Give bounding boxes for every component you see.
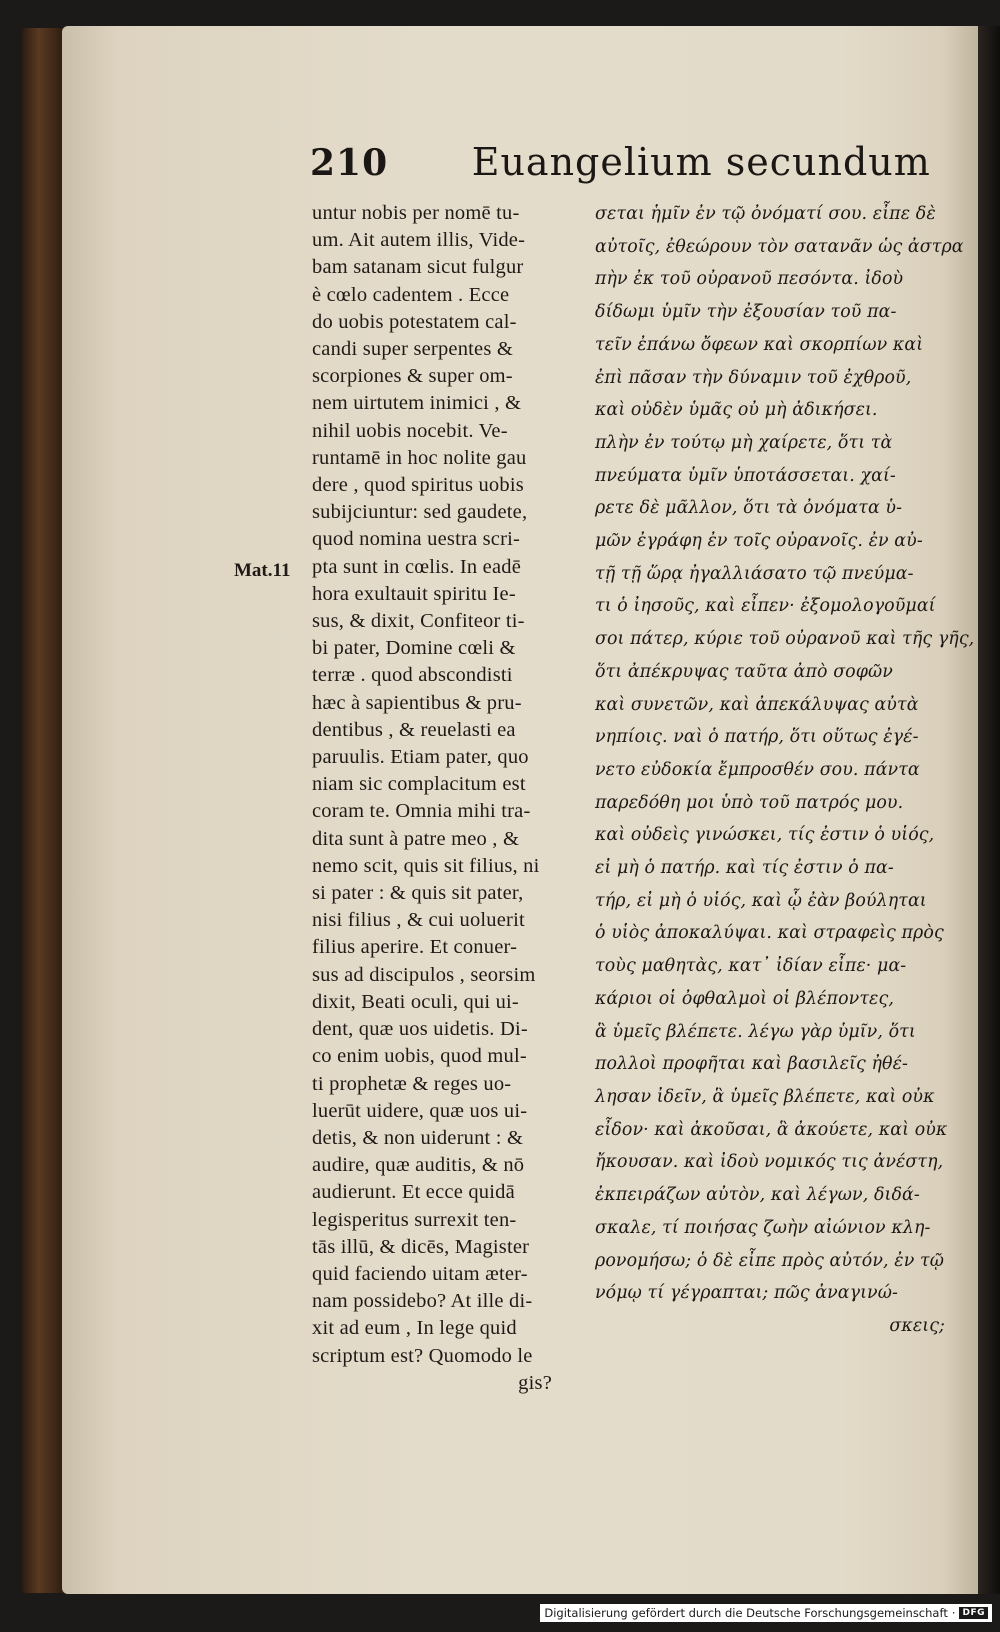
greek-text-line: εἶδον· καὶ ἀκοῦσαι, ἃ ἀκούετε, καὶ οὐκ [595, 1119, 948, 1140]
greek-text-line: καὶ οὐδεὶς γινώσκει, τίς ἐστιν ὁ υἱός, [595, 825, 935, 846]
latin-text-line: filius aperire. Et conuer- [312, 936, 518, 959]
latin-text-line: luerūt uidere, quæ uos ui- [312, 1099, 528, 1122]
greek-text-line: παρεδόθη μοι ὑπὸ τοῦ πατρός μου. [595, 792, 904, 813]
greek-text-line: νόμῳ τί γέγραπται; πῶς ἀναγινώ- [595, 1283, 898, 1304]
page-header [310, 140, 931, 184]
greek-text-line: ἤκουσαν. καὶ ἰδοὺ νομικός τις ἀνέστη, [595, 1152, 944, 1173]
greek-text-line: τι ὁ ἰησοῦς, καὶ εἶπεν· ἐξομολογοῦμαί [595, 596, 936, 617]
greek-text-line: σοι πάτερ, κύριε τοῦ οὐρανοῦ καὶ τῆς γῆς, [595, 629, 975, 650]
latin-text-line: sus, & dixit, Confiteor ti- [312, 610, 525, 633]
latin-text-line: bi pater, Domine cœli & [312, 637, 516, 660]
greek-text-line: καὶ οὐδὲν ὑμᾶς οὐ μὴ ἀδικήσει. [595, 400, 878, 421]
greek-text-line: μῶν ἐγράφη ἐν τοῖς οὐρανοῖς. ἐν αὐ- [595, 531, 923, 552]
latin-text-line: um. Ait autem illis, Vide- [312, 229, 526, 252]
greek-text-line: τοὺς μαθητὰς, κατ᾽ ἰδίαν εἶπε· μα- [595, 956, 907, 977]
greek-text-line: καὶ συνετῶν, καὶ ἀπεκάλυψας αὐτὰ [595, 694, 919, 715]
latin-text-line: si pater : & quis sit pater, [312, 882, 524, 905]
latin-text-line: subijciuntur: sed gaudete, [312, 501, 528, 524]
greek-text-line: ρετε δὲ μᾶλλον, ὅτι τὰ ὀνόματα ὑ- [595, 498, 903, 519]
latin-text-line: detis, & non uiderunt : & [312, 1126, 524, 1149]
latin-text-line: audierunt. Et ecce quidā [312, 1181, 515, 1204]
latin-text-line: dere , quod spiritus uobis [312, 474, 524, 497]
latin-text-line: dita sunt à patre meo , & [312, 827, 520, 850]
latin-text-line: pta sunt in cœlis. In eadē [312, 555, 522, 578]
greek-text-line: νηπίοις. ναὶ ὁ πατήρ, ὅτι οὕτως ἐγέ- [595, 727, 919, 748]
latin-text-line: terræ . quod abscondisti [312, 664, 513, 687]
greek-column [595, 198, 985, 1343]
latin-text-line: tās illū, & dicēs, Magister [312, 1235, 530, 1258]
dfg-logo: DFG [959, 1607, 988, 1619]
greek-text-line: ὅτι ἀπέκρυψας ταῦτα ἀπὸ σοφῶν [595, 661, 893, 682]
greek-text-line: ὁ υἱὸς ἀποκαλύψαι. καὶ στραφεὶς πρὸς [595, 923, 944, 944]
latin-text-line: nisi filius , & cui uoluerit [312, 909, 525, 932]
greek-text-line: κάριοι οἱ ὀφθαλμοὶ οἱ βλέποντες, [595, 988, 894, 1009]
page-number: 210 [310, 142, 389, 184]
latin-text-line: nem uirtutem inimici , & [312, 392, 522, 415]
latin-text-line: è cœlo cadentem . Ecce [312, 283, 510, 306]
greek-text-line: πνεύματα ὑμῖν ὑποτάσσεται. χαί- [595, 465, 896, 486]
greek-text-line: αὐτοῖς, ἐθεώρουν τὸν σατανᾶν ὡς ἀστρα [595, 236, 964, 257]
latin-text-line: dent, quæ uos uidetis. Di- [312, 1018, 528, 1041]
latin-text-line: audire, quæ auditis, & nō [312, 1154, 525, 1177]
latin-text-line: xit ad eum , In lege quid [312, 1317, 517, 1340]
latin-column [312, 200, 582, 1397]
greek-text-line: δίδωμι ὑμῖν τὴν ἐξουσίαν τοῦ πα- [595, 302, 897, 323]
latin-text-line: hora exultauit spiritu Ie- [312, 582, 516, 605]
latin-text-line: nemo scit, quis sit filius, ni [312, 854, 540, 877]
greek-text-line: εἰ μὴ ὁ πατήρ. καὶ τίς ἐστιν ὁ πα- [595, 858, 894, 879]
greek-text-line: σκεις; [889, 1315, 945, 1336]
greek-text-line: τήρ, εἰ μὴ ὁ υἱός, καὶ ᾧ ἐὰν βούληται [595, 890, 927, 911]
running-title: Euangelium secundum [471, 140, 931, 184]
latin-text-line: nihil uobis nocebit. Ve- [312, 419, 508, 442]
greek-text-line: λησαν ἰδεῖν, ἃ ὑμεῖς βλέπετε, καὶ οὐκ [595, 1086, 935, 1107]
latin-text-line: nam possidebo? At ille di- [312, 1290, 533, 1313]
latin-text-line: legisperitus surrexit ten- [312, 1208, 517, 1231]
latin-text-line: runtamē in hoc nolite gau [312, 446, 527, 469]
latin-text-line: quod nomina uestra scri- [312, 528, 521, 551]
latin-text-line: ti prophetæ & reges uo- [312, 1072, 512, 1095]
margin-note: Mat.11 [234, 560, 291, 581]
greek-text-line: νετο εὐδοκία ἔμπροσθέν σου. πάντα [595, 759, 920, 780]
latin-text-line: hæc à sapientibus & pru- [312, 691, 522, 714]
credit-text: Digitalisierung gefördert durch die Deutsche Forschungsgemeinschaft [544, 1606, 948, 1620]
latin-text-line: dentibus , & reuelasti ea [312, 718, 516, 741]
latin-text-line: sus ad discipulos , seorsim [312, 963, 536, 986]
greek-text-line: τεῖν ἐπάνω ὄφεων καὶ σκορπίων καὶ [595, 334, 924, 355]
latin-text-line: untur nobis per nomē tu- [312, 202, 520, 224]
latin-text-line: co enim uobis, quod mul- [312, 1045, 527, 1068]
latin-text-line: quid faciendo uitam æter- [312, 1262, 528, 1285]
greek-text-line: ρονομήσω; ὁ δὲ εἶπε πρὸς αὐτόν, ἐν τῷ [595, 1250, 945, 1271]
greek-text-line: τῇ τῇ ὥρᾳ ἠγαλλιάσατο τῷ πνεύμα- [595, 563, 914, 584]
greek-text-line: πὴν ἐκ τοῦ οὐρανοῦ πεσόντα. ἰδοὺ [595, 269, 904, 290]
latin-text-line: paruulis. Etiam pater, quo [312, 746, 529, 769]
latin-text-line: bam satanam sicut fulgur [312, 256, 524, 279]
latin-text-line: scriptum est? Quomodo le [312, 1344, 533, 1367]
greek-text-line: πλὴν ἐν τούτῳ μὴ χαίρετε, ὅτι τὰ [595, 432, 893, 453]
greek-text-line: ἃ ὑμεῖς βλέπετε. λέγω γὰρ ὑμῖν, ὅτι [595, 1021, 916, 1042]
latin-text-line: gis? [518, 1371, 552, 1394]
latin-text-line: do uobis potestatem cal- [312, 310, 517, 333]
latin-text-line: niam sic complacitum est [312, 773, 526, 796]
greek-text-line: σκαλε, τί ποιήσας ζωὴν αἰώνιον κλη- [595, 1217, 931, 1238]
greek-text-line: ἐκπειράζων αὐτὸν, καὶ λέγων, διδά- [595, 1185, 920, 1206]
greek-text-line: ἐπὶ πᾶσαν τὴν δύναμιν τοῦ ἐχθροῦ, [595, 367, 912, 388]
latin-text-line: scorpiones & super om- [312, 365, 513, 388]
digitization-credit: Digitalisierung gefördert durch die Deutsche Forschungsgemeinschaft · DFG [540, 1604, 992, 1622]
latin-text-line: coram te. Omnia mihi tra- [312, 800, 531, 823]
latin-text-line: candi super serpentes & [312, 338, 513, 361]
greek-text-line: σεται ἡμῖν ἐν τῷ ὀνόματί σου. εἶπε δὲ [595, 204, 936, 224]
greek-text-line: πολλοὶ προφῆται καὶ βασιλεῖς ἠθέ- [595, 1054, 909, 1075]
latin-text-line: dixit, Beati oculi, qui ui- [312, 990, 519, 1013]
